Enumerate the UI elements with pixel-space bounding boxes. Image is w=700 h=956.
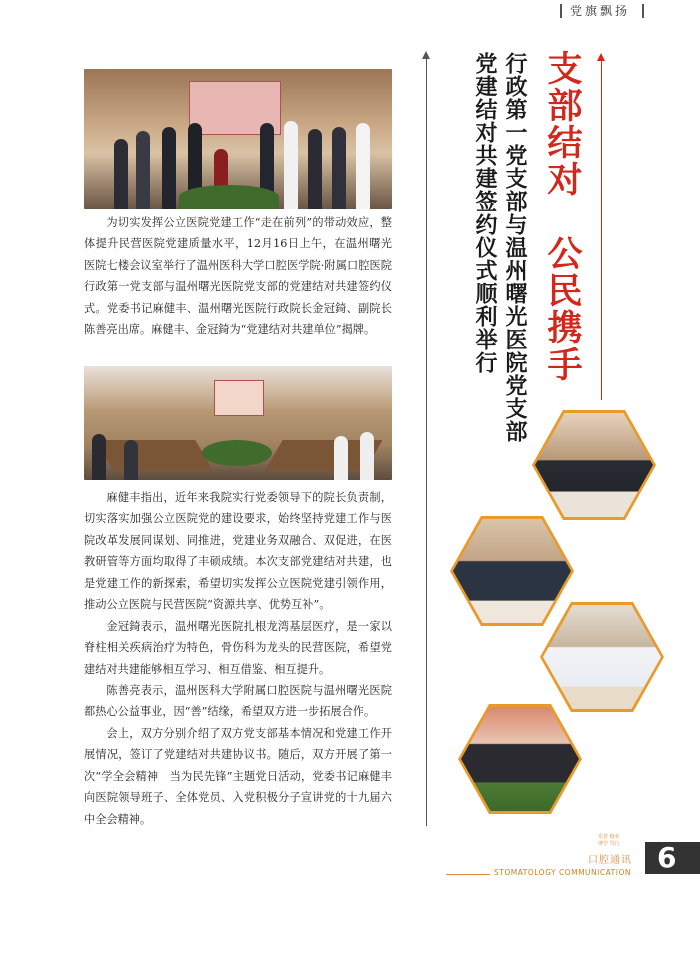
hexagon-photo-doctor: [540, 602, 664, 712]
ceremony-group-photo: [84, 69, 392, 209]
header-divider-left: [560, 4, 562, 18]
person-figure: [114, 139, 128, 209]
body-paragraph-5: 会上，双方分别介绍了双方党支部基本情况和党建工作开展情况，签订了党建结对共建协议书。随后，双方开展了第一次“学全会精神 当为民先锋”主题党日活动，党委书记麻健丰向医院领导班子、全体党员、入党积极分子宣讲党的十九届六中全会精神。: [84, 727, 392, 826]
person-figure: [284, 121, 298, 209]
person-figure: [334, 436, 348, 480]
hexagon-photo-attendee: [450, 516, 574, 626]
body-paragraph-2: 麻健丰指出，近年来我院实行党委领导下的院长负责制，切实落实加强公立医院党的建设要求，始终坚持党建工作与医院改革发展同谋划、同推进，党建业务双融合、双促进，在医教研管等方面均取得了丰硕成绩。本次支部党建结对共建，也是党建工作的新探索，希望切实发挥公立医院党建引领作用，推动公立医院与民营医院“资源共享、优势互补”。: [84, 491, 392, 612]
divider-line: [426, 58, 427, 826]
person-figure: [360, 432, 374, 480]
hexagon-photo-plaque: [458, 704, 582, 814]
person-figure: [332, 127, 346, 209]
projection-screen: [214, 380, 264, 416]
body-paragraph-1: 为切实发挥公立医院党建工作“走在前列”的带动效应，整体提升民营医院党建质量水平，12月16日上午，在温州曙光医院七楼会议室举行了温州医科大学口腔医学院·附属口腔医院行政第一党支部与温州曙光医院党支部的党建结对共建签约仪式。党委书记麻健丰、温州曙光医院行政院长金冠錡、副院长陈善亮出席。麻健丰、金冠錡为“党建结对共建单位”揭牌。: [84, 216, 392, 337]
person-figure: [124, 440, 138, 480]
conference-table-left: [95, 440, 212, 470]
hexagon-photo-speaker: [532, 410, 656, 520]
plant-decoration: [202, 440, 272, 466]
headline-sub-1: 行政第一党支部与温州曙光医院党支部: [502, 52, 527, 443]
header-divider-right: [642, 4, 644, 18]
magazine-english-name: STOMATOLOGY COMMUNICATION: [494, 868, 631, 877]
person-figure: [92, 434, 106, 480]
footer-motto-1: 乐善 精业: [598, 834, 620, 840]
section-header: 党旗飘扬: [570, 4, 631, 18]
headline-sub-2: 党建结对共建签约仪式顺利举行: [472, 52, 497, 374]
footer-rule: [446, 874, 490, 875]
meeting-room-photo: [84, 366, 392, 480]
headline-main: 支部结对 公民携手: [542, 50, 582, 383]
page-number-box: [645, 842, 700, 874]
body-paragraph-3: 金冠錡表示，温州曙光医院扎根龙湾基层医疗，是一家以脊柱相关疾病治疗为特色，骨伤科为龙头的民营医院，希望党建结对共建能够相互学习、相互借鉴、相互提升。: [84, 620, 392, 676]
person-figure: [136, 131, 150, 209]
person-figure: [356, 123, 370, 209]
person-figure: [162, 127, 176, 209]
body-paragraph-4: 陈善亮表示，温州医科大学附属口腔医院与温州曙光医院都热心公益事业，因“善”结缘，希望双方进一步拓展合作。: [84, 684, 392, 719]
footer-motto-2: 博学 笃行: [598, 841, 620, 847]
page-number: 6: [657, 841, 677, 874]
person-figure: [308, 129, 322, 209]
accent-line: [601, 60, 602, 400]
magazine-name: 口腔通讯: [588, 855, 632, 866]
plant-decoration: [179, 185, 279, 209]
